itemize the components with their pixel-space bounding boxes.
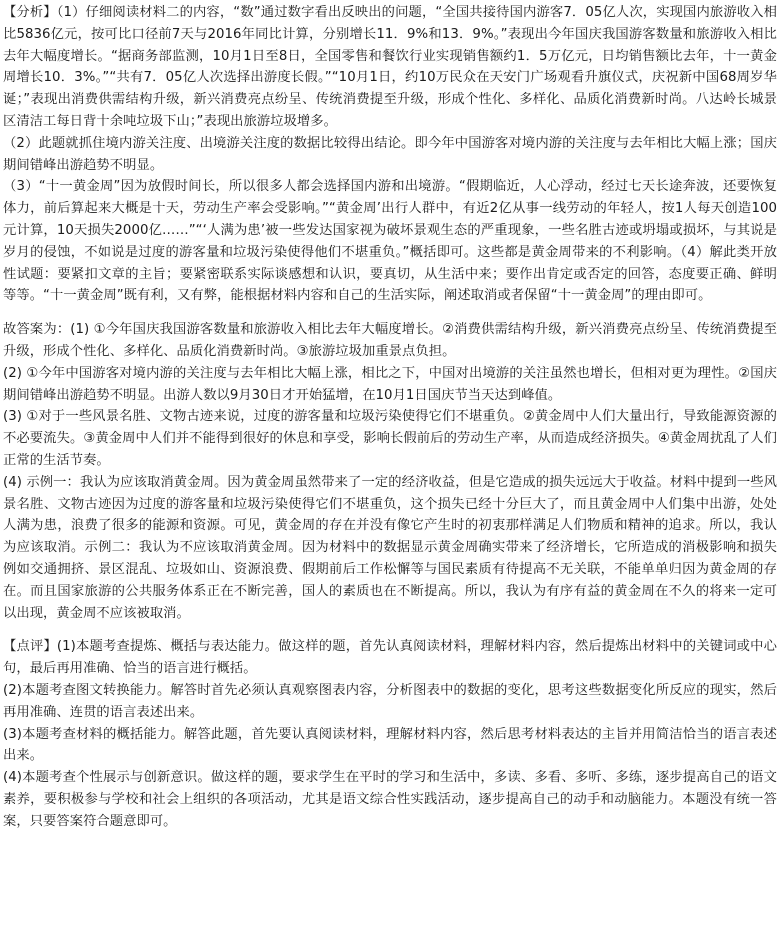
comment-item-3: (3)本题考查材料的概括能力。解答此题，首先要认真阅读材料，理解材料内容，然后思考材料表达的主旨并用简洁恰当的语言表述出来。: [3, 726, 777, 764]
analysis-paragraph-1: 【分析】（1）仔细阅读材料二的内容，“数”通过数字看出反映出的问题，“全国共接待国内游客7．05亿人次，实现国内旅游收入相比5836亿元，按可比口径前7天与2016年同比计算，分别增长11．9%和13．9%。”表现出今年国庆我国游客数量和旅游收入相比去年大幅度增长。“据商务部监测，10月1日至8日，全国零售和餐饮行业实现销售额约1．5万亿元，日均销售额比去年，十一黄金周增长10．3%。”“共有7．05亿人次选择出游度长假。”“10月1日，约10万民众在天安门广场观看升旗仪式，庆祝新中国68周岁华诞；”表现出消费供需结构升级，新兴消费亮点纷呈、传统消费提至升级，形成个性化、多样化、品质化消费新时尚。八达岭长城景区清洁工每日背十余吨垃圾下山；”表现出旅游垃圾增多。: [3, 5, 777, 129]
analysis-paragraph-3: （3）“十一黄金周”因为放假时间长，所以很多人都会选择国内游和出境游。“假期临近，人心浮动，经过七天长途奔波，还要恢复体力，前后算起来大概是十天，劳动生产率会受影响。”“黄金周’出行人群中，有近2亿从事一线劳动的年轻人，按1人每天创造100元计算，10天损失2000亿……”“‘人满为患’被一些发达国家视为破坏景观生态的严重现象，一些名胜古迹或坍塌或损坏，与其说是岁月的侵蚀，不如说是过度的游客量和垃圾污染使得他们不堪重负。”概括即可。这些都是黄金周带来的不利影响。（4）解此类开放性试题：要紧扣文章的主旨；要紧密联系实际谈感想和认识，要真切，从生活中来；要作出肯定或否定的回答，态度要正确、鲜明等等。“十一黄金周”既有利，又有弊，能根据材料内容和自己的生活实际，阐述取消或者保留“十一黄金周”的理由即可。: [3, 179, 777, 304]
analysis-section: [3, 2, 777, 307]
answer-item-1: 故答案为：(1) ①今年国庆我国游客数量和旅游收入相比去年大幅度增长。②消费供需结构升级，新兴消费亮点纷呈、传统消费提至升级，形成个性化、多样化、品质化消费新时尚。③旅游垃圾加重景点负担。: [3, 322, 777, 359]
comment-item-4: (4)本题考查个性展示与创新意识。做这样的题，要求学生在平时的学习和生活中，多读、多看、多听、多练，逐步提高自己的语文素养，要积极参与学校和社会上组织的各项活动，尤其是语文综合性实践活动，逐步提高自己的动手和动脑能力。本题没有统一答案，只要答案符合题意即可。: [3, 770, 777, 829]
answer-item-2: (2) ①今年中国游客对境内游的关注度与去年相比大幅上涨，相比之下，中国对出境游的关注虽然也增长，但相对更为理性。②国庆期间错峰出游趋势不明显。出游人数以9月30日才开始猛增，在10月1日国庆节当天达到峰值。: [3, 365, 777, 403]
analysis-paragraph-2: （2）此题就抓住境内游关注度、出境游关注度的数据比较得出结论。即今年中国游客对境内游的关注度与去年相比大幅上涨；国庆期间错峰出游趋势不明显。: [3, 135, 777, 173]
comment-item-1: 【点评】(1)本题考查提炼、概括与表达能力。做这样的题，首先认真阅读材料，理解材料内容，然后提炼出材料中的关键词或中心句，最后再用准确、恰当的语言进行概括。: [3, 639, 777, 677]
answer-section: [3, 319, 777, 624]
comment-item-2: (2)本题考查图文转换能力。解答时首先必须认真观察图表内容，分析图表中的数据的变化，思考这些数据变化所反应的现实，然后再用准确、连贯的语言表述出来。: [3, 682, 777, 720]
section-spacer: [3, 307, 777, 319]
answer-item-4: (4) 示例一：我认为应该取消黄金周。因为黄金周虽然带来了一定的经济收益，但是它造成的损失远远大于收益。材料中提到一些风景名胜、文物古迹因为过度的游客量和垃圾污染使得它们不堪重负，这个损失已经十分巨大了，而且黄金周中人们集中出游，处处人满为患，浪费了很多的能源和资源。可见，黄金周的存在并没有像它产生时的初衷那样满足人们物质和精神的追求。所以，我认为应该取消。示例二：我认为不应该取消黄金周。因为材料中的数据显示黄金周确实带来了经济增长，它所造成的消极影响和损失例如交通拥挤、景区混乱、垃圾如山、资源浪费、假期前后工作松懈等与国民素质有待提高不无关联，不能单单归因为黄金周的存在。而且国家旅游的公共服务体系正在不断完善，国人的素质也在不断提高。所以，我认为有序有益的黄金周在不久的将来一定可以出现，黄金周不应该被取消。: [3, 474, 777, 621]
section-spacer: [3, 624, 777, 636]
answer-item-3: (3) ①对于一些风景名胜、文物古迹来说，过度的游客量和垃圾污染使得它们不堪重负。②黄金周中人们大量出行，导致能源资源的不必要流失。③黄金周中人们并不能得到很好的休息和享受，影响长假前后的劳动生产率，从而造成经济损失。④黄金周扰乱了人们正常的生活节奏。: [3, 409, 777, 468]
comment-section: [3, 636, 777, 832]
